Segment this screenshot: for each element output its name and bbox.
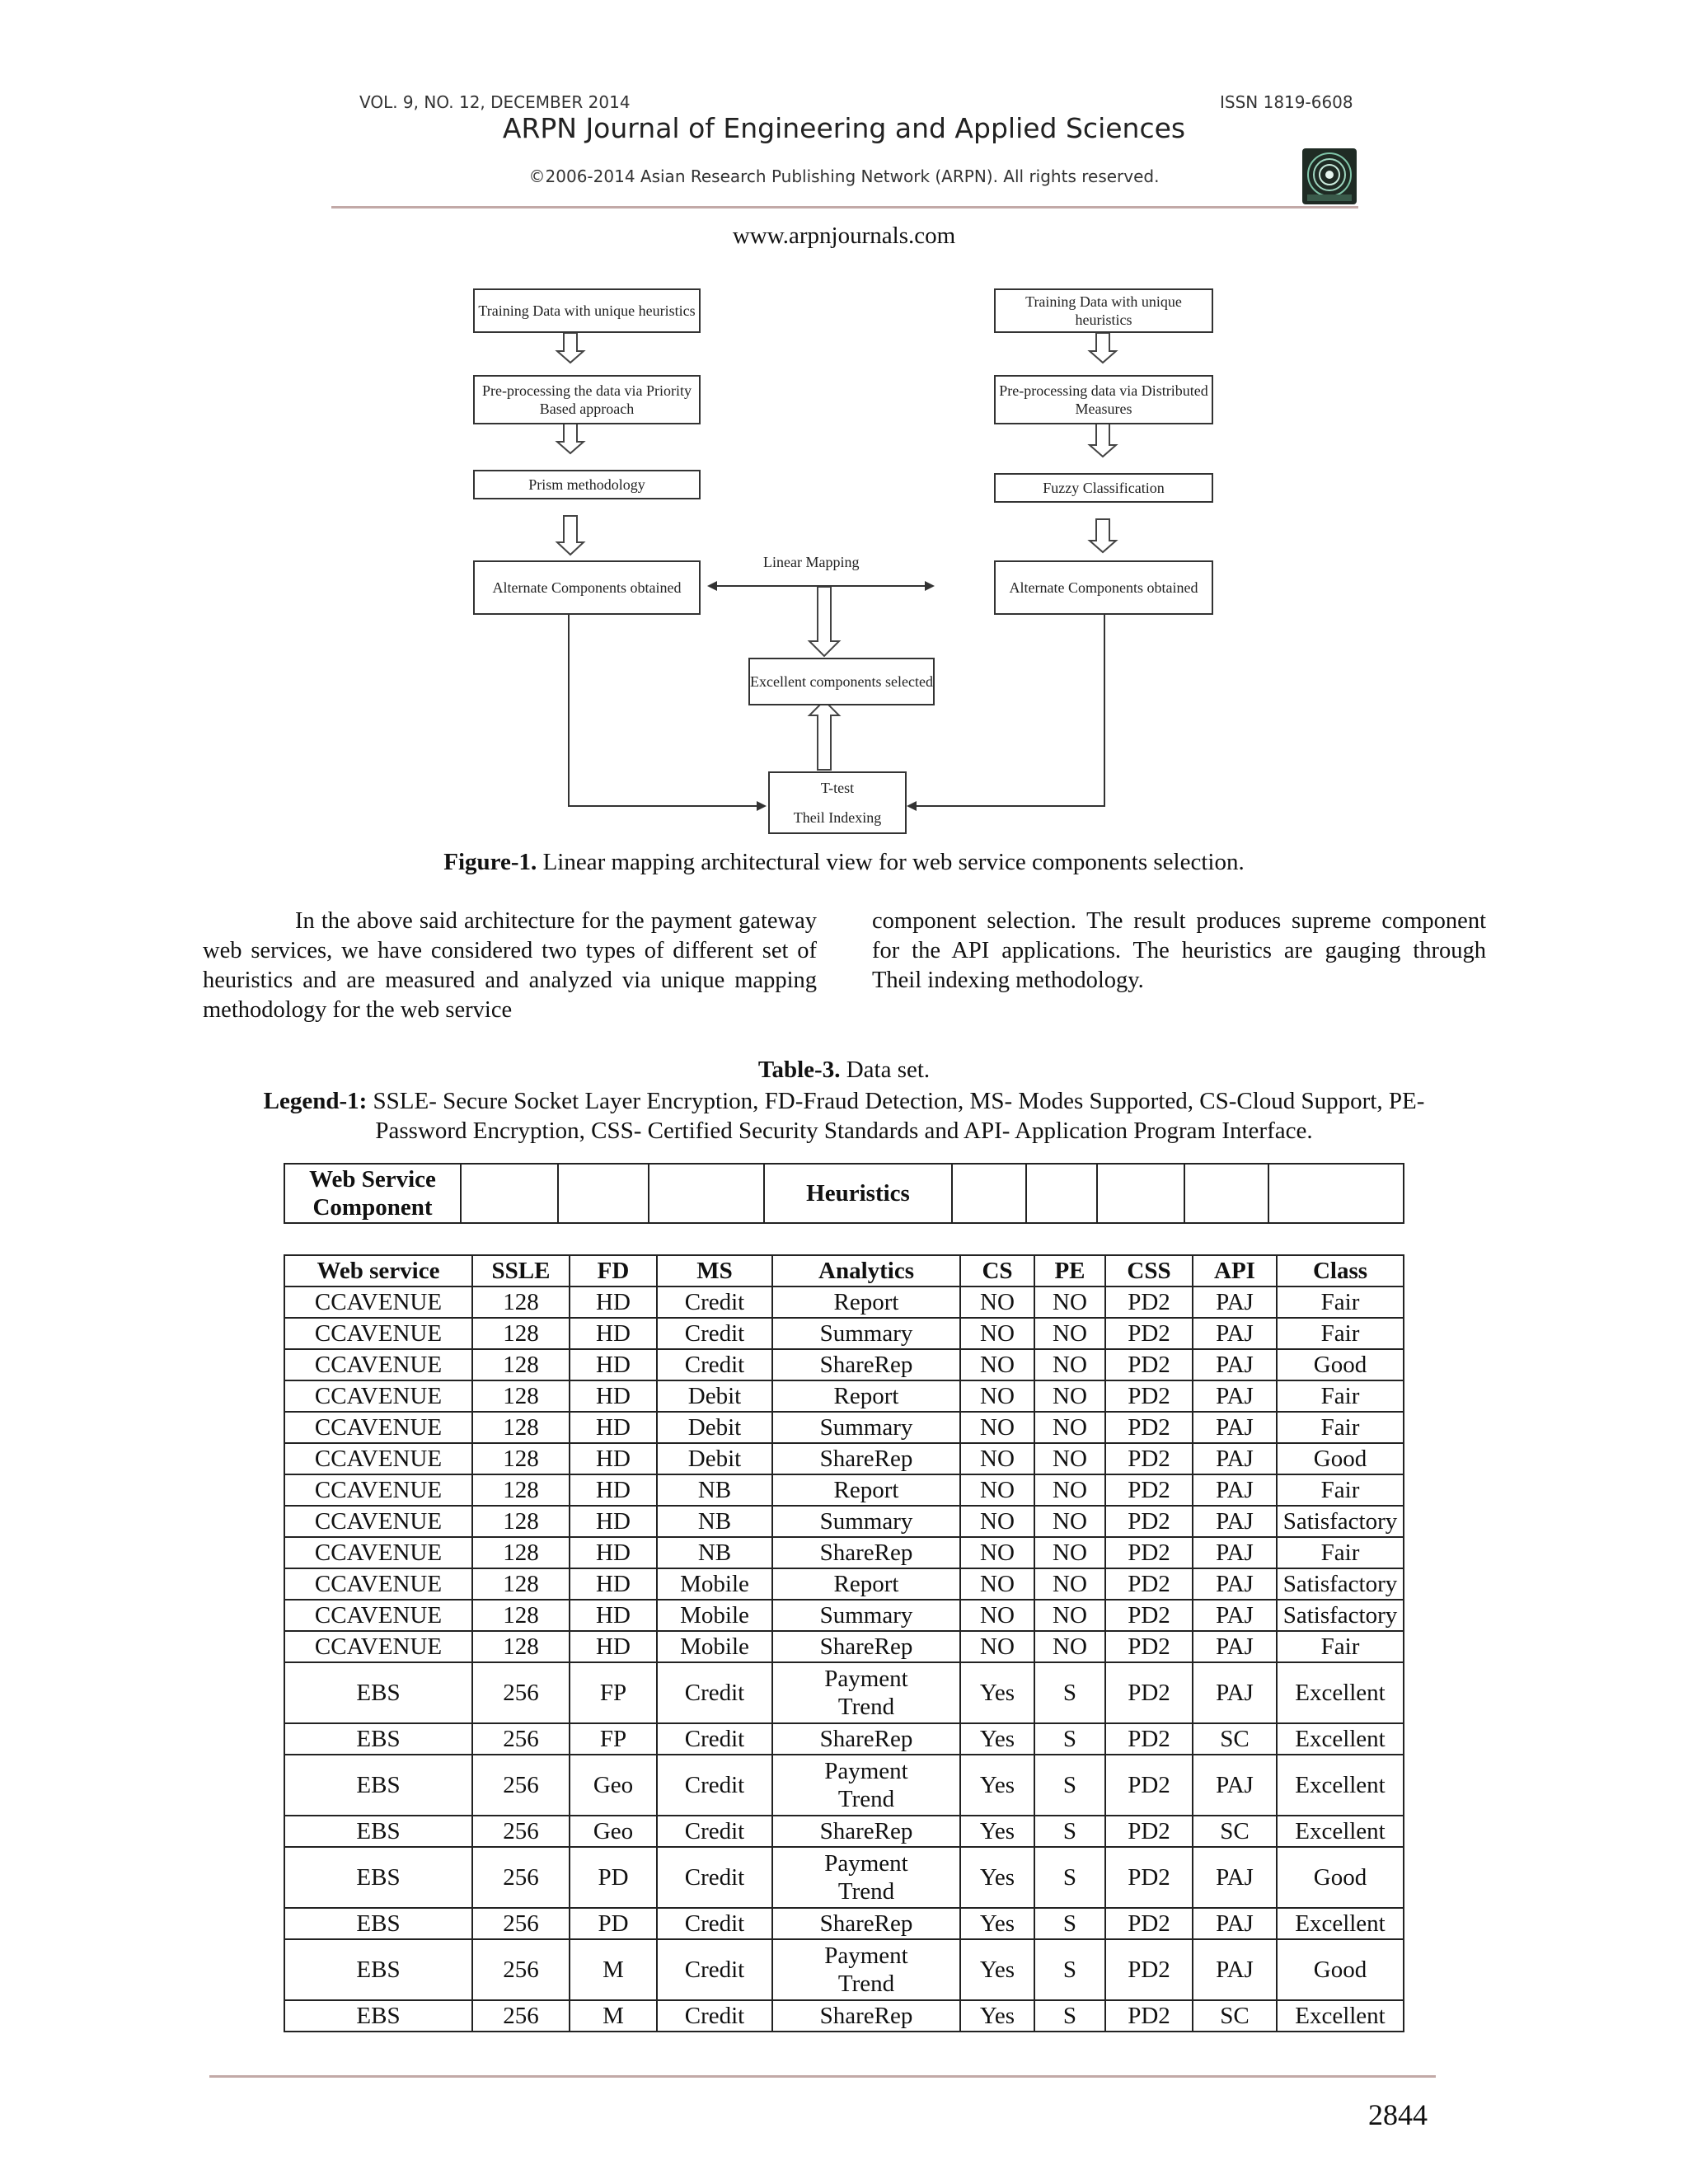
table-cell: 128 bbox=[472, 1318, 570, 1349]
group-header-empty-cell bbox=[1026, 1164, 1097, 1223]
table-cell: PAJ bbox=[1193, 1908, 1277, 1939]
table-cell: NO bbox=[960, 1631, 1034, 1662]
table-cell: CCAVENUE bbox=[284, 1349, 472, 1380]
table-cell: NO bbox=[1034, 1380, 1105, 1412]
table-cell: NB bbox=[657, 1537, 772, 1568]
table-cell: NO bbox=[960, 1286, 1034, 1318]
table-cell: Mobile bbox=[657, 1631, 772, 1662]
table-cell: NO bbox=[960, 1412, 1034, 1443]
table-cell: PD2 bbox=[1105, 1474, 1193, 1506]
table-cell: HD bbox=[570, 1506, 657, 1537]
table-cell: PD2 bbox=[1105, 1939, 1193, 2000]
table-cell: 256 bbox=[472, 1755, 570, 1816]
table-row bbox=[284, 1755, 1404, 1816]
table-cell: Summary bbox=[772, 1506, 960, 1537]
architecture-diagram bbox=[462, 280, 1236, 841]
table-cell: PD2 bbox=[1105, 1286, 1193, 1318]
table-cell: ShareRep bbox=[772, 1723, 960, 1755]
table-cell: PD2 bbox=[1105, 1443, 1193, 1474]
table-cell: Credit bbox=[657, 1318, 772, 1349]
table-cell: PAJ bbox=[1193, 1537, 1277, 1568]
table-cell: CCAVENUE bbox=[284, 1286, 472, 1318]
column-header: FD bbox=[570, 1255, 657, 1286]
table-cell: EBS bbox=[284, 1662, 472, 1723]
table-cell: NO bbox=[1034, 1412, 1105, 1443]
table-cell: NO bbox=[1034, 1600, 1105, 1631]
table-cell: PAJ bbox=[1193, 1380, 1277, 1412]
group-header-empty-cell bbox=[952, 1164, 1026, 1223]
table-cell: Report bbox=[772, 1286, 960, 1318]
column-header: Class bbox=[1277, 1255, 1404, 1286]
header-rule bbox=[331, 206, 1358, 209]
table-cell: Report bbox=[772, 1474, 960, 1506]
right-alternate-components-box: Alternate Components obtained bbox=[994, 560, 1213, 615]
table-cell: NO bbox=[960, 1506, 1034, 1537]
table-cell: PD2 bbox=[1105, 1537, 1193, 1568]
journal-title: ARPN Journal of Engineering and Applied Sciences bbox=[502, 112, 1186, 144]
table-cell: HD bbox=[570, 1600, 657, 1631]
table-cell: PD2 bbox=[1105, 1662, 1193, 1723]
table-cell: Yes bbox=[960, 1939, 1034, 2000]
table-cell: Excellent bbox=[1277, 1816, 1404, 1847]
table-cell: PD bbox=[570, 1847, 657, 1908]
table-cell: Fair bbox=[1277, 1412, 1404, 1443]
table-cell: Credit bbox=[657, 2000, 772, 2032]
table-cell: 128 bbox=[472, 1537, 570, 1568]
legend-text: SSLE- Secure Socket Layer Encryption, FD-Fraud Detection, MS- Modes Supported, CS-Cloud Support, PE-Password Encryption, CSS- Certified Security Standards and API- Application Program Interface. bbox=[367, 1088, 1425, 1144]
group-header-empty-cell bbox=[649, 1164, 764, 1223]
table-cell: SC bbox=[1193, 1723, 1277, 1755]
table-cell: Yes bbox=[960, 1847, 1034, 1908]
table-cell: Credit bbox=[657, 1286, 772, 1318]
footer-rule bbox=[209, 2075, 1436, 2078]
table-cell: 128 bbox=[472, 1474, 570, 1506]
table-cell: S bbox=[1034, 1723, 1105, 1755]
table-cell: PAJ bbox=[1193, 1568, 1277, 1600]
table-cell: Payment Trend bbox=[772, 1939, 960, 2000]
table-cell: HD bbox=[570, 1380, 657, 1412]
table-cell: Geo bbox=[570, 1755, 657, 1816]
table-cell: PD2 bbox=[1105, 1631, 1193, 1662]
table-row bbox=[284, 1349, 1404, 1380]
table-cell: HD bbox=[570, 1412, 657, 1443]
table-cell: Fair bbox=[1277, 1537, 1404, 1568]
table-row bbox=[284, 1286, 1404, 1318]
table-header-row bbox=[284, 1255, 1404, 1286]
table-cell: S bbox=[1034, 2000, 1105, 2032]
table-cell: PAJ bbox=[1193, 1939, 1277, 2000]
table-cell: 128 bbox=[472, 1412, 570, 1443]
table-row bbox=[284, 1443, 1404, 1474]
table-cell: HD bbox=[570, 1286, 657, 1318]
table-cell: 128 bbox=[472, 1600, 570, 1631]
table-row bbox=[284, 1600, 1404, 1631]
table-cell: S bbox=[1034, 1847, 1105, 1908]
dataset-table bbox=[284, 1254, 1404, 2032]
table-row bbox=[284, 1816, 1404, 1847]
table-cell: PAJ bbox=[1193, 1286, 1277, 1318]
table-cell: CCAVENUE bbox=[284, 1568, 472, 1600]
left-alternate-components-box: Alternate Components obtained bbox=[473, 560, 701, 615]
group-header-empty-cell bbox=[1268, 1164, 1404, 1223]
column-header: CSS bbox=[1105, 1255, 1193, 1286]
column-header: MS bbox=[657, 1255, 772, 1286]
column-header: API bbox=[1193, 1255, 1277, 1286]
table-cell: Credit bbox=[657, 1349, 772, 1380]
group-header-table bbox=[284, 1163, 1404, 1224]
table-cell: ShareRep bbox=[772, 1908, 960, 1939]
table-cell: EBS bbox=[284, 1847, 472, 1908]
left-preprocessing-box: Pre-processing the data via Priority Based approach bbox=[473, 375, 701, 424]
table-title-text: Data set. bbox=[840, 1057, 931, 1083]
table-cell: Debit bbox=[657, 1443, 772, 1474]
table-cell: 128 bbox=[472, 1443, 570, 1474]
table-cell: PAJ bbox=[1193, 1506, 1277, 1537]
column-header: CS bbox=[960, 1255, 1034, 1286]
body-text-right-column: component selection. The result produces supreme component for the API applications. The heuristics are gauging through Theil indexing methodology. bbox=[872, 908, 1486, 993]
table-cell: NO bbox=[1034, 1568, 1105, 1600]
table-cell: Report bbox=[772, 1568, 960, 1600]
table-cell: 128 bbox=[472, 1631, 570, 1662]
table-cell: Fair bbox=[1277, 1380, 1404, 1412]
table-cell: 128 bbox=[472, 1568, 570, 1600]
linear-mapping-label: Linear Mapping bbox=[763, 554, 860, 570]
table-cell: NB bbox=[657, 1506, 772, 1537]
table-row bbox=[284, 1568, 1404, 1600]
table-cell: EBS bbox=[284, 1723, 472, 1755]
table-cell: 128 bbox=[472, 1349, 570, 1380]
table-cell: Report bbox=[772, 1380, 960, 1412]
table-cell: EBS bbox=[284, 2000, 472, 2032]
table-cell: PD2 bbox=[1105, 1816, 1193, 1847]
table-cell: FP bbox=[570, 1723, 657, 1755]
table-cell: PAJ bbox=[1193, 1412, 1277, 1443]
table-cell: PAJ bbox=[1193, 1318, 1277, 1349]
table-cell: Credit bbox=[657, 1816, 772, 1847]
left-training-data-box: Training Data with unique heuristics bbox=[473, 288, 701, 333]
table-cell: NO bbox=[1034, 1286, 1105, 1318]
table-cell: NO bbox=[960, 1537, 1034, 1568]
table-cell: PD2 bbox=[1105, 1908, 1193, 1939]
table-cell: CCAVENUE bbox=[284, 1506, 472, 1537]
group-header-empty-cell bbox=[1184, 1164, 1268, 1223]
group-header-empty-cell bbox=[1097, 1164, 1184, 1223]
table-cell: NO bbox=[960, 1568, 1034, 1600]
copyright-notice: ©2006-2014 Asian Research Publishing Network (ARPN). All rights reserved. bbox=[528, 166, 1160, 186]
table-cell: Excellent bbox=[1277, 2000, 1404, 2032]
table-row bbox=[284, 1318, 1404, 1349]
table-cell: 256 bbox=[472, 1816, 570, 1847]
table-cell: PD2 bbox=[1105, 1600, 1193, 1631]
group-header-heuristics: Heuristics bbox=[764, 1164, 952, 1223]
table-cell: CCAVENUE bbox=[284, 1380, 472, 1412]
table-cell: Summary bbox=[772, 1412, 960, 1443]
table-cell: NO bbox=[1034, 1443, 1105, 1474]
left-to-ttest-arrow bbox=[569, 615, 765, 806]
table-cell: HD bbox=[570, 1318, 657, 1349]
table-cell: S bbox=[1034, 1662, 1105, 1723]
table-cell: ShareRep bbox=[772, 2000, 960, 2032]
table-cell: M bbox=[570, 2000, 657, 2032]
group-header-web-service-component: Web Service Component bbox=[284, 1164, 461, 1223]
table-row bbox=[284, 1506, 1404, 1537]
table-cell: NO bbox=[960, 1380, 1034, 1412]
table-cell: CCAVENUE bbox=[284, 1443, 472, 1474]
table-cell: Mobile bbox=[657, 1568, 772, 1600]
table-row bbox=[284, 1380, 1404, 1412]
table-row bbox=[284, 2000, 1404, 2032]
table-cell: PAJ bbox=[1193, 1631, 1277, 1662]
column-header: PE bbox=[1034, 1255, 1105, 1286]
table-cell: HD bbox=[570, 1631, 657, 1662]
table-cell: NO bbox=[1034, 1537, 1105, 1568]
table-cell: HD bbox=[570, 1537, 657, 1568]
group-header-empty-cell bbox=[558, 1164, 649, 1223]
table-cell: Yes bbox=[960, 1908, 1034, 1939]
table-cell: PD2 bbox=[1105, 1380, 1193, 1412]
table-cell: Payment Trend bbox=[772, 1847, 960, 1908]
figure-caption-text: Linear mapping architectural view for web service components selection. bbox=[537, 849, 1245, 875]
legend-label: Legend-1: bbox=[263, 1088, 368, 1114]
table-row bbox=[284, 1537, 1404, 1568]
page-number: 2844 bbox=[1368, 2098, 1428, 2131]
table-row bbox=[284, 1723, 1404, 1755]
table-cell: PD2 bbox=[1105, 1723, 1193, 1755]
table-cell: NO bbox=[960, 1318, 1034, 1349]
table-cell: ShareRep bbox=[772, 1631, 960, 1662]
table-cell: HD bbox=[570, 1349, 657, 1380]
table-cell: NO bbox=[1034, 1349, 1105, 1380]
table-cell: HD bbox=[570, 1474, 657, 1506]
table-cell: PAJ bbox=[1193, 1600, 1277, 1631]
table-cell: Debit bbox=[657, 1412, 772, 1443]
table-cell: S bbox=[1034, 1939, 1105, 2000]
table-cell: Good bbox=[1277, 1847, 1404, 1908]
table-title bbox=[0, 1057, 1688, 1084]
theil-indexing-label: Theil Indexing bbox=[793, 809, 882, 826]
right-preprocessing-box: Pre-processing data via Distributed Measures bbox=[994, 375, 1213, 424]
issn: ISSN 1819-6608 bbox=[1220, 92, 1353, 112]
table-cell: Payment Trend bbox=[772, 1662, 960, 1723]
right-to-ttest-arrow bbox=[908, 615, 1104, 806]
table-cell: Satisfactory bbox=[1277, 1568, 1404, 1600]
table-cell: PD bbox=[570, 1908, 657, 1939]
table-cell: CCAVENUE bbox=[284, 1600, 472, 1631]
table-cell: Yes bbox=[960, 1723, 1034, 1755]
table-cell: Excellent bbox=[1277, 1662, 1404, 1723]
table-cell: Credit bbox=[657, 1908, 772, 1939]
excellent-components-box: Excellent components selected bbox=[748, 658, 935, 705]
right-training-data-box: Training Data with unique heuristics bbox=[994, 288, 1213, 333]
fuzzy-classification-box: Fuzzy Classification bbox=[994, 473, 1213, 503]
table-cell: Fair bbox=[1277, 1318, 1404, 1349]
table-cell: PAJ bbox=[1193, 1662, 1277, 1723]
table-cell: Credit bbox=[657, 1662, 772, 1723]
ttest-label: T-test bbox=[820, 780, 855, 796]
table-cell: S bbox=[1034, 1908, 1105, 1939]
table-row bbox=[284, 1939, 1404, 2000]
table-cell: Mobile bbox=[657, 1600, 772, 1631]
table-cell: Summary bbox=[772, 1318, 960, 1349]
table-cell: Fair bbox=[1277, 1286, 1404, 1318]
table-cell: ShareRep bbox=[772, 1349, 960, 1380]
table-cell: EBS bbox=[284, 1816, 472, 1847]
table-cell: NO bbox=[1034, 1631, 1105, 1662]
table-cell: Yes bbox=[960, 1662, 1034, 1723]
column-header: SSLE bbox=[472, 1255, 570, 1286]
prism-methodology-box: Prism methodology bbox=[473, 470, 701, 499]
table-cell: PAJ bbox=[1193, 1755, 1277, 1816]
table-cell: 256 bbox=[472, 2000, 570, 2032]
table-row bbox=[284, 1662, 1404, 1723]
table-cell: NO bbox=[1034, 1506, 1105, 1537]
table-cell: Good bbox=[1277, 1939, 1404, 2000]
table-cell: Satisfactory bbox=[1277, 1506, 1404, 1537]
table-cell: CCAVENUE bbox=[284, 1412, 472, 1443]
table-cell: 256 bbox=[472, 1847, 570, 1908]
table-cell: Yes bbox=[960, 1755, 1034, 1816]
table-cell: Good bbox=[1277, 1349, 1404, 1380]
table-cell: Fair bbox=[1277, 1631, 1404, 1662]
volume-info: VOL. 9, NO. 12, DECEMBER 2014 bbox=[359, 92, 631, 112]
table-cell: Good bbox=[1277, 1443, 1404, 1474]
arpn-logo-icon bbox=[1302, 148, 1357, 204]
body-text-left-column: In the above said architecture for the payment gateway web services, we have considered two types of different set of heuristics and are measured and analyzed via unique mapping methodology for the web service bbox=[203, 908, 817, 1023]
table-cell: Credit bbox=[657, 1755, 772, 1816]
table-cell: PD2 bbox=[1105, 1755, 1193, 1816]
table-cell: NO bbox=[960, 1474, 1034, 1506]
table-cell: 128 bbox=[472, 1506, 570, 1537]
table-cell: 256 bbox=[472, 1939, 570, 2000]
table-cell: PAJ bbox=[1193, 1847, 1277, 1908]
table-cell: 256 bbox=[472, 1908, 570, 1939]
table-cell: PD2 bbox=[1105, 1318, 1193, 1349]
table-row bbox=[284, 1847, 1404, 1908]
ttest-theil-box bbox=[768, 771, 907, 834]
table-cell: PAJ bbox=[1193, 1443, 1277, 1474]
table-cell: CCAVENUE bbox=[284, 1631, 472, 1662]
table-cell: HD bbox=[570, 1568, 657, 1600]
table-cell: 256 bbox=[472, 1662, 570, 1723]
table-cell: Yes bbox=[960, 2000, 1034, 2032]
table-cell: Credit bbox=[657, 1939, 772, 2000]
table-cell: EBS bbox=[284, 1908, 472, 1939]
table-cell: Credit bbox=[657, 1847, 772, 1908]
table-cell: Excellent bbox=[1277, 1908, 1404, 1939]
table-cell: PD2 bbox=[1105, 1349, 1193, 1380]
figure-caption bbox=[0, 849, 1688, 876]
table-cell: Excellent bbox=[1277, 1755, 1404, 1816]
table-cell: Satisfactory bbox=[1277, 1600, 1404, 1631]
table-cell: CCAVENUE bbox=[284, 1537, 472, 1568]
table-cell: NO bbox=[1034, 1474, 1105, 1506]
table-row bbox=[284, 1412, 1404, 1443]
table-cell: Debit bbox=[657, 1380, 772, 1412]
table-cell: M bbox=[570, 1939, 657, 2000]
table-cell: ShareRep bbox=[772, 1443, 960, 1474]
table-row bbox=[284, 1474, 1404, 1506]
table-cell: SC bbox=[1193, 1816, 1277, 1847]
table-cell: NO bbox=[960, 1443, 1034, 1474]
table-cell: EBS bbox=[284, 1939, 472, 2000]
table-cell: 256 bbox=[472, 1723, 570, 1755]
table-cell: CCAVENUE bbox=[284, 1474, 472, 1506]
table-cell: PD2 bbox=[1105, 1506, 1193, 1537]
group-header-empty-cell bbox=[461, 1164, 558, 1223]
table-cell: PD2 bbox=[1105, 2000, 1193, 2032]
table-cell: HD bbox=[570, 1443, 657, 1474]
column-header: Web service bbox=[284, 1255, 472, 1286]
table-title-label: Table-3. bbox=[757, 1057, 841, 1083]
table-cell: ShareRep bbox=[772, 1537, 960, 1568]
table-legend bbox=[219, 1086, 1469, 1146]
table-cell: ShareRep bbox=[772, 1816, 960, 1847]
column-header: Analytics bbox=[772, 1255, 960, 1286]
table-cell: Payment Trend bbox=[772, 1755, 960, 1816]
figure-caption-label: Figure-1. bbox=[443, 849, 537, 875]
table-cell: Geo bbox=[570, 1816, 657, 1847]
table-cell: Summary bbox=[772, 1600, 960, 1631]
table-cell: PAJ bbox=[1193, 1474, 1277, 1506]
table-cell: NO bbox=[960, 1349, 1034, 1380]
table-cell: PD2 bbox=[1105, 1568, 1193, 1600]
table-row bbox=[284, 1631, 1404, 1662]
table-row bbox=[284, 1908, 1404, 1939]
website-url[interactable]: www.arpnjournals.com bbox=[732, 223, 956, 249]
table-cell: CCAVENUE bbox=[284, 1318, 472, 1349]
table-cell: S bbox=[1034, 1755, 1105, 1816]
table-cell: NO bbox=[1034, 1318, 1105, 1349]
table-cell: Excellent bbox=[1277, 1723, 1404, 1755]
table-cell: NO bbox=[960, 1600, 1034, 1631]
table-cell: PAJ bbox=[1193, 1349, 1277, 1380]
table-cell: Yes bbox=[960, 1816, 1034, 1847]
table-cell: NB bbox=[657, 1474, 772, 1506]
table-cell: PD2 bbox=[1105, 1847, 1193, 1908]
table-cell: 128 bbox=[472, 1380, 570, 1412]
table-cell: PD2 bbox=[1105, 1412, 1193, 1443]
table-cell: Fair bbox=[1277, 1474, 1404, 1506]
table-cell: Credit bbox=[657, 1723, 772, 1755]
table-cell: S bbox=[1034, 1816, 1105, 1847]
table-cell: EBS bbox=[284, 1755, 472, 1816]
table-cell: FP bbox=[570, 1662, 657, 1723]
table-cell: 128 bbox=[472, 1286, 570, 1318]
table-cell: SC bbox=[1193, 2000, 1277, 2032]
